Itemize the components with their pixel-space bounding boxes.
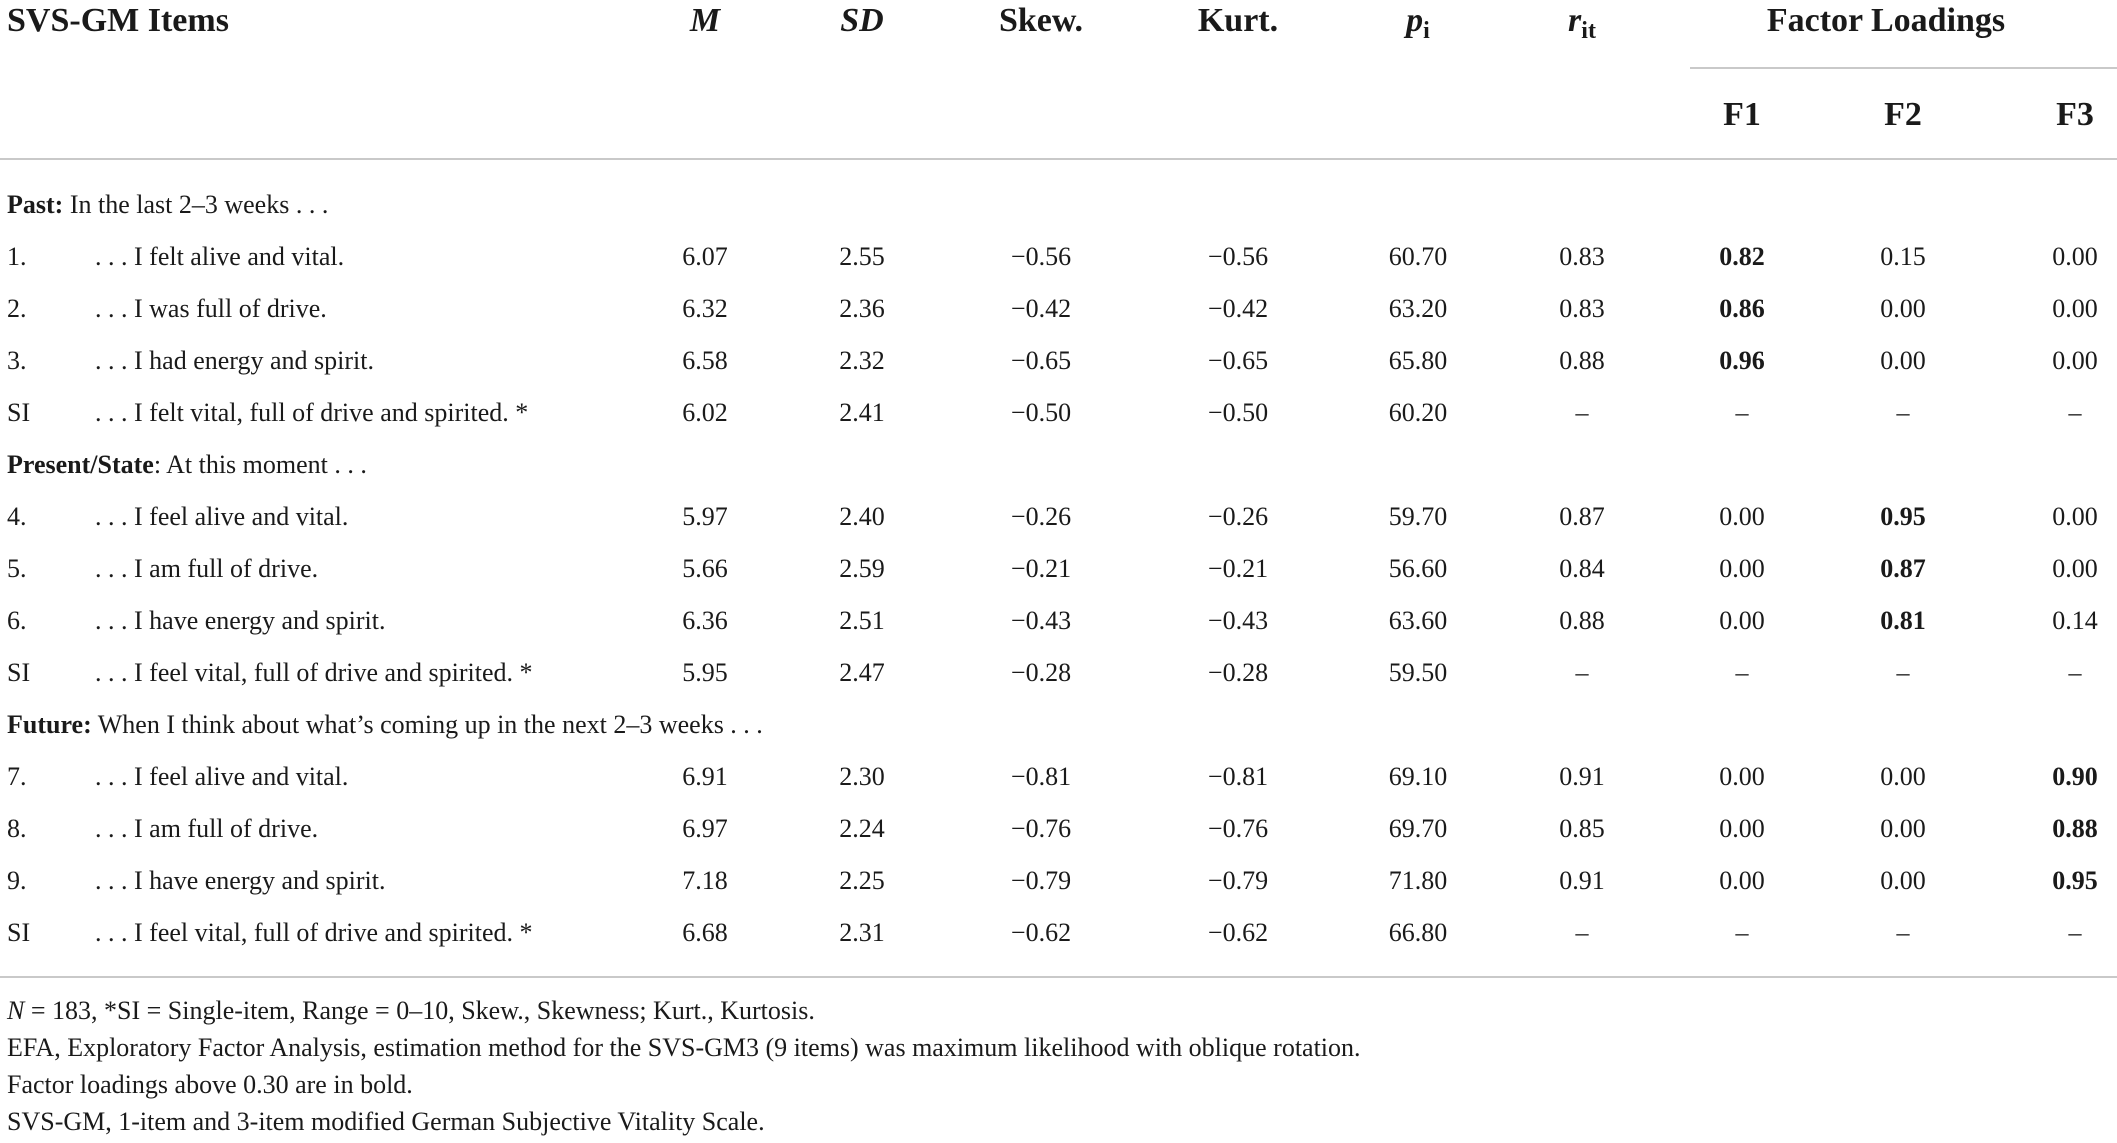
cell-rit: 0.88 bbox=[1559, 346, 1605, 375]
item-text: . . . I am full of drive. bbox=[95, 814, 319, 843]
cell-skew: −0.21 bbox=[1010, 554, 1072, 583]
cell-sd: 2.31 bbox=[839, 918, 885, 947]
cell-f2: 0.95 bbox=[1880, 502, 1926, 531]
cell-mean: 5.95 bbox=[682, 658, 728, 687]
item-number: 3. bbox=[7, 346, 27, 375]
cell-pi: 65.80 bbox=[1388, 346, 1448, 375]
item-number: 6. bbox=[7, 606, 27, 635]
cell-f3: 0.00 bbox=[2052, 554, 2098, 583]
item-number: 1. bbox=[7, 242, 27, 271]
cell-f1: – bbox=[1735, 918, 1749, 947]
cell-skew: −0.76 bbox=[1010, 814, 1072, 843]
header-pi: $p_i$ bbox=[1406, 2, 1430, 44]
cell-pi: 60.20 bbox=[1388, 398, 1448, 427]
cell-kurt: −0.65 bbox=[1207, 346, 1269, 375]
cell-sd: 2.51 bbox=[839, 606, 885, 635]
cell-f1: 0.00 bbox=[1719, 606, 1765, 635]
item-number: 9. bbox=[7, 866, 27, 895]
cell-f3: 0.95 bbox=[2052, 866, 2098, 895]
table-row bbox=[0, 543, 2117, 595]
cell-sd: 2.36 bbox=[839, 294, 885, 323]
item-text: . . . I felt vital, full of drive and spirited. * bbox=[95, 398, 529, 427]
cell-kurt: −0.43 bbox=[1207, 606, 1269, 635]
note-scale: SVS-GM, 1-item and 3-item modified German Subjective Vitality Scale. bbox=[7, 1107, 765, 1136]
cell-f3: – bbox=[2068, 918, 2082, 947]
cell-rit: 0.85 bbox=[1559, 814, 1605, 843]
cell-pi: 69.70 bbox=[1388, 814, 1448, 843]
cell-rit: 0.91 bbox=[1559, 762, 1605, 791]
section-text: : At this moment . . . bbox=[153, 450, 367, 479]
cell-rit: 0.87 bbox=[1559, 502, 1605, 531]
cell-sd: 2.40 bbox=[839, 502, 885, 531]
cell-mean: 6.68 bbox=[682, 918, 728, 947]
item-number: SI bbox=[7, 658, 31, 687]
cell-kurt: −0.26 bbox=[1207, 502, 1269, 531]
cell-f2: 0.15 bbox=[1880, 242, 1926, 271]
item-text: . . . I have energy and spirit. bbox=[95, 866, 386, 895]
cell-sd: 2.41 bbox=[839, 398, 885, 427]
cell-skew: −0.42 bbox=[1010, 294, 1072, 323]
table-row bbox=[0, 595, 2117, 647]
item-number: SI bbox=[7, 398, 31, 427]
table-bottom-rule bbox=[0, 976, 2117, 978]
note-sample-size: N = 183, *SI = Single-item, Range = 0–10, Skew., Skewness; Kurt., Kurtosis. bbox=[7, 996, 815, 1025]
cell-f3: 0.00 bbox=[2052, 294, 2098, 323]
table-row bbox=[0, 907, 2117, 959]
item-text: . . . I feel vital, full of drive and spirited. * bbox=[95, 658, 533, 687]
section-label: Future: bbox=[7, 710, 92, 739]
cell-mean: 6.07 bbox=[682, 242, 728, 271]
item-text: . . . I had energy and spirit. bbox=[95, 346, 374, 375]
cell-rit: – bbox=[1575, 658, 1589, 687]
table-row bbox=[0, 335, 2117, 387]
item-text: . . . I feel vital, full of drive and spirited. * bbox=[95, 918, 533, 947]
cell-f2: 0.00 bbox=[1880, 294, 1926, 323]
header-skewness: Skew. bbox=[998, 2, 1084, 39]
section-label: Present/State bbox=[7, 450, 154, 479]
cell-mean: 5.97 bbox=[682, 502, 728, 531]
cell-f3: – bbox=[2068, 398, 2082, 427]
cell-f2: 0.00 bbox=[1880, 346, 1926, 375]
cell-f2: 0.00 bbox=[1880, 762, 1926, 791]
section-text: In the last 2–3 weeks . . . bbox=[63, 190, 329, 219]
cell-f3: 0.00 bbox=[2052, 502, 2098, 531]
header-f2: F2 bbox=[1884, 96, 1922, 133]
note-bold: Factor loadings above 0.30 are in bold. bbox=[7, 1070, 413, 1099]
cell-sd: 2.25 bbox=[839, 866, 885, 895]
section-text: When I think about what’s coming up in the next 2–3 weeks . . . bbox=[91, 710, 763, 739]
cell-mean: 6.36 bbox=[682, 606, 728, 635]
cell-kurt: −0.79 bbox=[1207, 866, 1269, 895]
cell-f1: 0.00 bbox=[1719, 762, 1765, 791]
header-sd: SD bbox=[840, 2, 884, 39]
cell-pi: 66.80 bbox=[1388, 918, 1448, 947]
cell-rit: 0.91 bbox=[1559, 866, 1605, 895]
cell-skew: −0.81 bbox=[1010, 762, 1072, 791]
cell-pi: 59.70 bbox=[1388, 502, 1448, 531]
note-efa: EFA, Exploratory Factor Analysis, estimation method for the SVS-GM3 (9 items) was maximum likelihood with oblique rotation. bbox=[7, 1033, 1361, 1062]
cell-mean: 6.02 bbox=[682, 398, 728, 427]
item-number: 4. bbox=[7, 502, 27, 531]
item-text: . . . I was full of drive. bbox=[95, 294, 327, 323]
cell-pi: 56.60 bbox=[1388, 554, 1448, 583]
cell-f2: 0.81 bbox=[1880, 606, 1926, 635]
cell-sd: 2.47 bbox=[839, 658, 885, 687]
cell-f3: 0.88 bbox=[2052, 814, 2098, 843]
section-past bbox=[0, 179, 2117, 231]
table-row bbox=[0, 803, 2117, 855]
cell-f3: 0.14 bbox=[2052, 606, 2098, 635]
cell-f1: – bbox=[1735, 658, 1749, 687]
cell-pi: 63.60 bbox=[1388, 606, 1448, 635]
table-row bbox=[0, 751, 2117, 803]
cell-f2: 0.00 bbox=[1880, 866, 1926, 895]
cell-f1: 0.00 bbox=[1719, 866, 1765, 895]
cell-mean: 7.18 bbox=[682, 866, 728, 895]
item-number: 8. bbox=[7, 814, 27, 843]
header-items: SVS-GM Items bbox=[7, 2, 229, 39]
cell-f3: 0.00 bbox=[2052, 242, 2098, 271]
table-row bbox=[0, 387, 2117, 439]
cell-f2: – bbox=[1896, 398, 1910, 427]
item-number: 7. bbox=[7, 762, 27, 791]
cell-f1: 0.86 bbox=[1719, 294, 1765, 323]
cell-f2: 0.87 bbox=[1880, 554, 1926, 583]
cell-f2: – bbox=[1896, 658, 1910, 687]
cell-kurt: −0.50 bbox=[1207, 398, 1269, 427]
item-number: SI bbox=[7, 918, 31, 947]
cell-skew: −0.62 bbox=[1010, 918, 1072, 947]
cell-skew: −0.56 bbox=[1010, 242, 1072, 271]
cell-skew: −0.28 bbox=[1010, 658, 1072, 687]
cell-kurt: −0.81 bbox=[1207, 762, 1269, 791]
cell-mean: 5.66 bbox=[682, 554, 728, 583]
cell-f1: – bbox=[1735, 398, 1749, 427]
item-text: . . . I have energy and spirit. bbox=[95, 606, 386, 635]
cell-rit: – bbox=[1575, 918, 1589, 947]
table-row bbox=[0, 647, 2117, 699]
cell-pi: 63.20 bbox=[1388, 294, 1448, 323]
cell-f3: – bbox=[2068, 658, 2082, 687]
cell-pi: 71.80 bbox=[1388, 866, 1448, 895]
cell-sd: 2.55 bbox=[839, 242, 885, 271]
cell-kurt: −0.62 bbox=[1207, 918, 1269, 947]
cell-pi: 60.70 bbox=[1388, 242, 1448, 271]
cell-sd: 2.24 bbox=[839, 814, 885, 843]
cell-skew: −0.26 bbox=[1010, 502, 1072, 531]
cell-sd: 2.32 bbox=[839, 346, 885, 375]
header-bottom-rule bbox=[0, 158, 2117, 160]
cell-sd: 2.59 bbox=[839, 554, 885, 583]
cell-f3: 0.90 bbox=[2052, 762, 2098, 791]
item-text: . . . I feel alive and vital. bbox=[95, 762, 349, 791]
section-present bbox=[0, 439, 2117, 491]
header-f3: F3 bbox=[2056, 96, 2094, 133]
header-rit: $r_{it}$ bbox=[1568, 2, 1596, 44]
cell-pi: 59.50 bbox=[1388, 658, 1448, 687]
factor-loadings-rule bbox=[1690, 67, 2117, 69]
cell-kurt: −0.56 bbox=[1207, 242, 1269, 271]
section-future bbox=[0, 699, 2117, 751]
cell-f1: 0.82 bbox=[1719, 242, 1765, 271]
cell-rit: 0.83 bbox=[1559, 242, 1605, 271]
cell-f3: 0.00 bbox=[2052, 346, 2098, 375]
header-f1: F1 bbox=[1723, 96, 1761, 133]
item-number: 5. bbox=[7, 554, 27, 583]
cell-f2: – bbox=[1896, 918, 1910, 947]
cell-skew: −0.79 bbox=[1010, 866, 1072, 895]
header-factor-loadings: Factor Loadings bbox=[1766, 2, 2006, 39]
table-row bbox=[0, 491, 2117, 543]
cell-pi: 69.10 bbox=[1388, 762, 1448, 791]
cell-rit: 0.84 bbox=[1559, 554, 1605, 583]
cell-mean: 6.58 bbox=[682, 346, 728, 375]
item-number: 2. bbox=[7, 294, 27, 323]
header-mean: M bbox=[689, 2, 721, 39]
table-row bbox=[0, 855, 2117, 907]
item-text: . . . I am full of drive. bbox=[95, 554, 319, 583]
table-row bbox=[0, 231, 2117, 283]
cell-f1: 0.00 bbox=[1719, 814, 1765, 843]
cell-mean: 6.91 bbox=[682, 762, 728, 791]
cell-rit: – bbox=[1575, 398, 1589, 427]
cell-sd: 2.30 bbox=[839, 762, 885, 791]
cell-f1: 0.00 bbox=[1719, 502, 1765, 531]
cell-kurt: −0.76 bbox=[1207, 814, 1269, 843]
cell-mean: 6.97 bbox=[682, 814, 728, 843]
cell-skew: −0.65 bbox=[1010, 346, 1072, 375]
cell-skew: −0.50 bbox=[1010, 398, 1072, 427]
item-text: . . . I feel alive and vital. bbox=[95, 502, 349, 531]
cell-kurt: −0.21 bbox=[1207, 554, 1269, 583]
cell-kurt: −0.28 bbox=[1207, 658, 1269, 687]
cell-f1: 0.00 bbox=[1719, 554, 1765, 583]
item-text: . . . I felt alive and vital. bbox=[95, 242, 345, 271]
cell-skew: −0.43 bbox=[1010, 606, 1072, 635]
cell-mean: 6.32 bbox=[682, 294, 728, 323]
section-label: Past: bbox=[7, 190, 64, 219]
cell-rit: 0.88 bbox=[1559, 606, 1605, 635]
table-row bbox=[0, 283, 2117, 335]
cell-f1: 0.96 bbox=[1719, 346, 1765, 375]
header-kurtosis: Kurt. bbox=[1197, 2, 1279, 39]
cell-f2: 0.00 bbox=[1880, 814, 1926, 843]
cell-kurt: −0.42 bbox=[1207, 294, 1269, 323]
cell-rit: 0.83 bbox=[1559, 294, 1605, 323]
